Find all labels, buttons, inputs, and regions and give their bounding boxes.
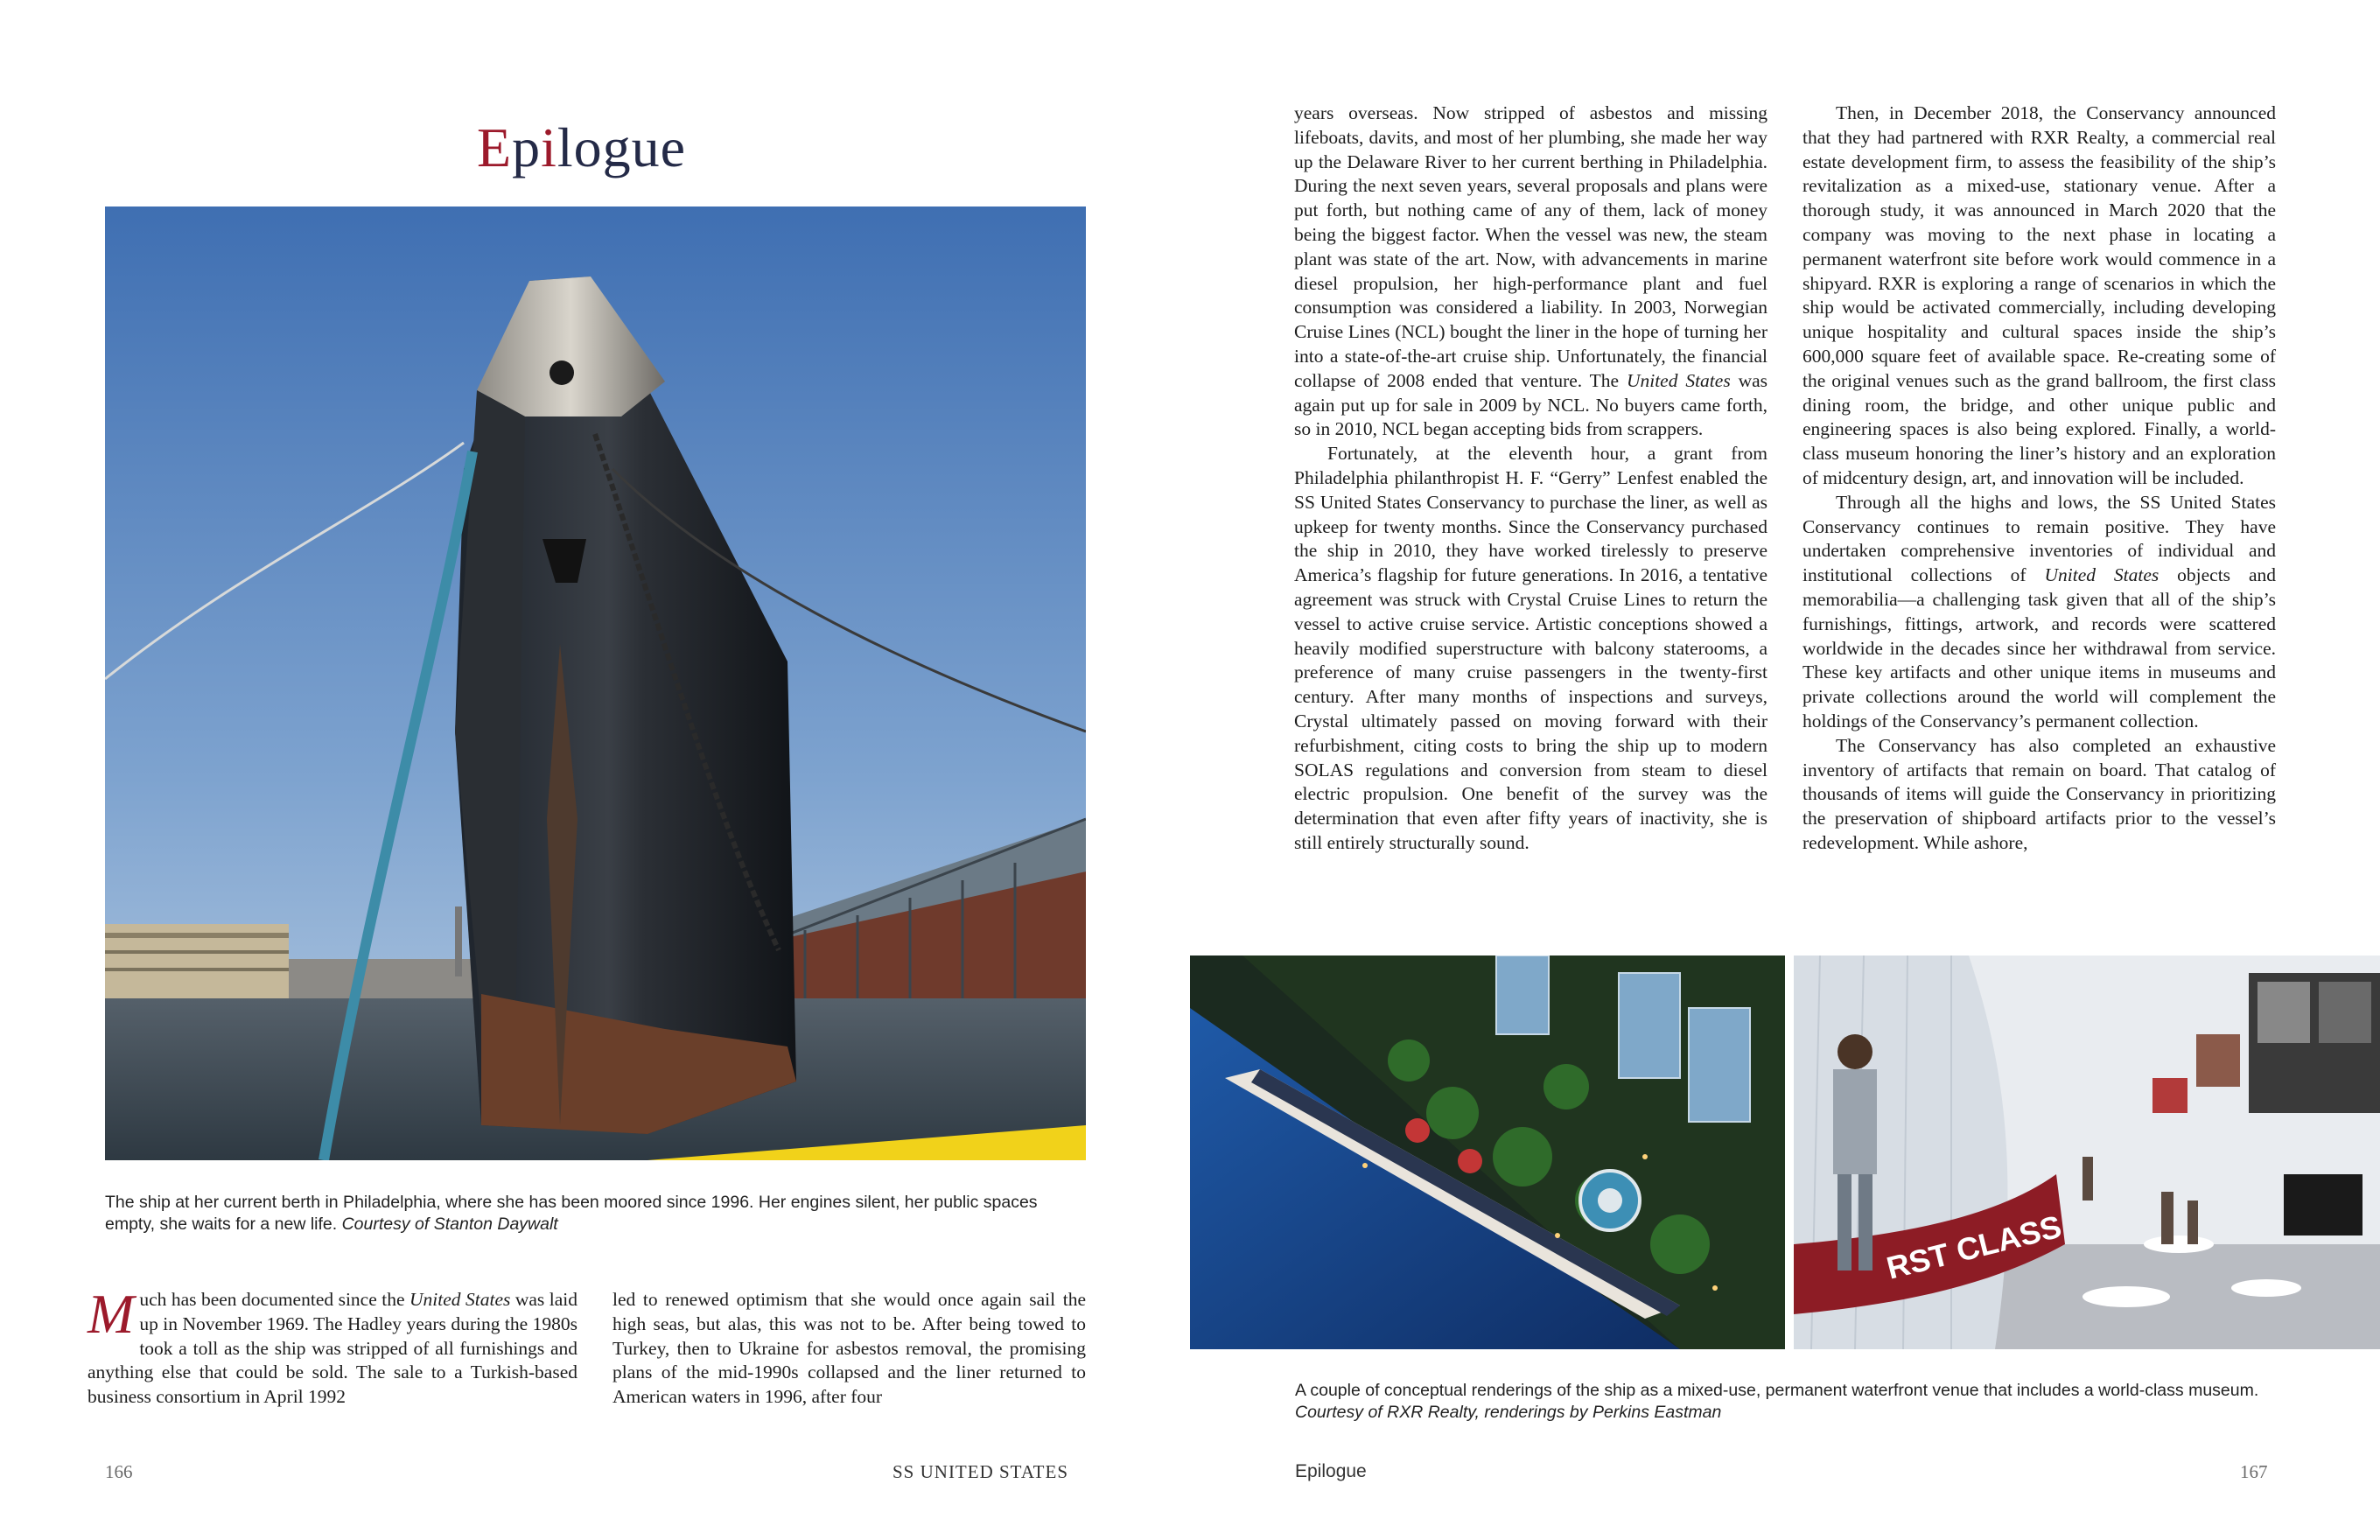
ship-name-italic: United States xyxy=(2044,564,2160,586)
title-part: p xyxy=(512,116,542,178)
text-run: objects and memorabilia—a challenging task given that all of the ship’s furnishings, fittings, artwork, and records were scattered worldwide in the decades since her withdrawal from service. These key artifacts and other unique items in museums and private collections around the world will complement the holdings of the Conservancy’s permanent collection. xyxy=(1802,564,2276,732)
paragraph: Fortunately, at the eleventh hour, a grant from Philadelphia philanthropist H. F. “Gerry” Lenfest enabled the SS United States Conservancy to purchase the liner, as well as upkeep for twenty months. Since the Conservancy purchased the ship in 2010, they have worked tirelessly to preserve America’s flagship for future generations. In 2016, a tentative agreement was struck with Crystal Cruise Lines to return the vessel to active cruise service. Artistic conceptions showed a heavily modified superstructure with balcony staterooms, a preference of many cruise passengers in the twenty-first century. After many months of inspections and surveys, Crystal ultimately passed on moving forward with their refurbishment, citing costs to bring the ship up to modern SOLAS regulations and conversion from steam to diesel electric propulsion. One benefit of the survey was the determination that even after fifty years of inactivity, she is still entirely structurally sound. xyxy=(1294,443,1768,853)
paragraph: led to renewed optimism that she would once again sail the high seas, but alas, this was not to be. After being towed to Turkey, then to Ukraine for asbestos removal, the promising plans of the mid-1990s collapsed and the liner returned to American waters in 1996, after four xyxy=(612,1289,1086,1408)
paragraph: The Conservancy has also completed an exhaustive inventory of artifacts that remain on board. That catalog of thousands of items will guide the Conservancy in prioritizing the preservation of shipboard artifacts prior to the vessel’s redevelopment. While ashore, xyxy=(1802,734,2276,853)
text-run: Through all the highs and lows, the SS United States Conservancy continues to remain positive. They have undertaken comprehensive inventories of individual and institutional collections of xyxy=(1802,491,2276,586)
ship-name-italic: United States xyxy=(1626,369,1731,391)
title-part: logue xyxy=(556,116,687,178)
opening-paragraph xyxy=(88,1283,578,1410)
title-part: i xyxy=(541,116,557,178)
text-column-right-1 xyxy=(1294,102,1768,856)
caption-text: A couple of conceptual renderings of the ship as a mixed-use, permanent waterfront venue that includes a world-class museum. xyxy=(1295,1381,2259,1400)
page-number: 166 xyxy=(105,1461,133,1482)
caption-text: The ship at her current berth in Philadelphia, where she has been moored since 1996. Her engines silent, her public spaces empty, she waits for a new life. xyxy=(105,1193,1038,1234)
museum-rendering-illustration xyxy=(1794,956,2380,1349)
ship-bow-photo xyxy=(105,206,1086,1160)
title-part: E xyxy=(477,116,513,178)
paragraph: Then, in December 2018, the Conservancy announced that they had partnered with RXR Realty, a commercial real estate development firm, to assess the feasibility of the ship’s revitalization as a mixed-use, stationary venue. After a thorough study, it was announced in March 2020 that the company was moving to the next phase in locating a permanent waterfront site before work would commence in a shipyard. RXR is exploring a range of scenarios in which the ship would be activated commercially, including developing unique hospitality and cultural spaces inside the ship’s 600,000 square feet of available space. Re-creating some of the original venues such as the grand ballroom, the first class dining room, the bridge, and other unique public and engineering spaces is also being explored. Finally, a world-class museum honoring the liner’s history and an exploration of midcentury design, art, and innovation will be included. xyxy=(1802,102,2276,488)
text-run: uch has been documented since the xyxy=(139,1289,410,1310)
ship-name-italic: United States xyxy=(410,1289,511,1310)
page-number: 167 xyxy=(2240,1461,2268,1482)
running-title: Epilogue xyxy=(1295,1461,1367,1481)
drop-cap: M xyxy=(88,1283,135,1345)
text-run: was laid up in November 1969. The Hadley years during the 1980s took a toll as the ship was stripped of all furnishings and anything else that could be sold. The sale to a Turkish-based business consortium in April 1992 xyxy=(88,1289,578,1408)
ship-bow-illustration xyxy=(105,206,1086,1160)
text-run: was again put up for sale in 2009 by NCL. No buyers came forth, so in 2010, NCL began accepting bids from scrappers. xyxy=(1294,369,1768,440)
paragraph xyxy=(1294,102,1768,442)
running-title: SS UNITED STATES xyxy=(892,1461,1069,1482)
aerial-rendering-photo xyxy=(1190,956,1785,1349)
ship-photo-caption xyxy=(105,1192,1086,1236)
text-column-left-1 xyxy=(88,1283,578,1410)
aerial-rendering-illustration xyxy=(1190,956,1785,1349)
chapter-title xyxy=(477,116,686,180)
renderings-caption xyxy=(1295,1380,2275,1424)
paragraph xyxy=(1802,491,2276,734)
caption-credit: Courtesy of Stanton Daywalt xyxy=(341,1214,558,1234)
museum-wall-lettering: RST CLASS xyxy=(1883,1208,2065,1286)
text-column-left-2 xyxy=(612,1288,1086,1410)
museum-rendering-photo xyxy=(1794,956,2380,1349)
caption-credit: Courtesy of RXR Realty, renderings by Perkins Eastman xyxy=(1295,1403,1722,1422)
text-column-right-2 xyxy=(1802,102,2276,856)
text-run: years overseas. Now stripped of asbestos and missing lifeboats, davits, and most of her plumbing, she made her way up the Delaware River to her current berthing in Philadelphia. During the next seven years, several proposals and plans were put forth, but nothing came of any of them, lack of money being the biggest factor. When the vessel was new, the steam plant was state of the art. Now, with advancements in marine diesel propulsion, her high-performance plant and fuel consumption was considered a liability. In 2003, Norwegian Cruise Lines (NCL) bought the liner in the hope of turning her into a state-of-the-art cruise ship. Unfortunately, the financial collapse of 2008 ended that venture. The xyxy=(1294,102,1768,391)
